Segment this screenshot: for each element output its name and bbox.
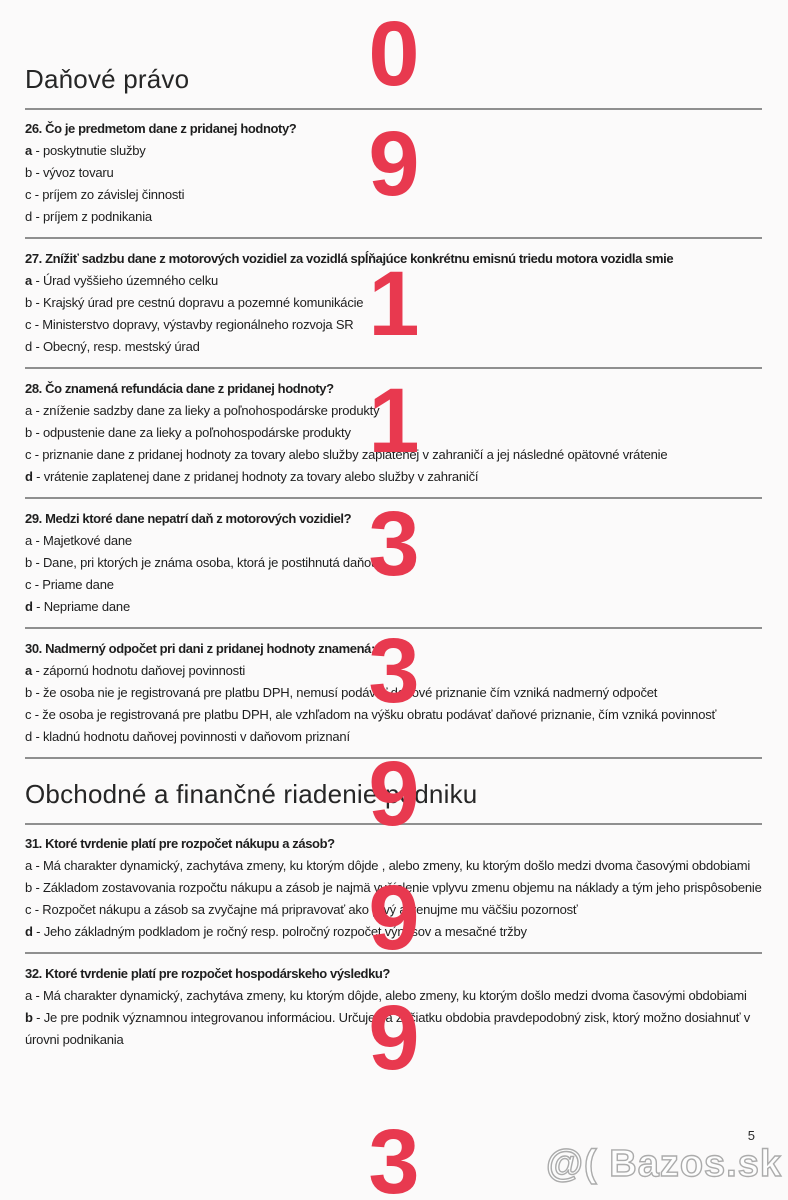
option-letter: d [25, 599, 33, 614]
option-letter: a [25, 273, 33, 288]
phone-digit-watermark: 1 [368, 253, 420, 355]
answer-option [25, 184, 762, 206]
option-text: - že osoba je registrovaná pre platbu DPH, ale vzhľadom na výšku obratu podávať daňové priznanie, čím vzniká povinnosť [31, 707, 717, 722]
answer-option [25, 921, 762, 943]
answer-option [25, 530, 762, 552]
option-text: - zápornú hodnotu daňovej povinnosti [32, 663, 246, 678]
option-letter: b [25, 1010, 33, 1025]
answer-option [25, 552, 762, 574]
option-text: - kladnú hodnotu daňovej povinnosti v daňovom priznaní [32, 729, 350, 744]
option-letter: c [25, 317, 32, 332]
option-text: - Má charakter dynamický, zachytáva zmeny, ku ktorým dôjde, alebo zmeny, ku ktorým došlo medzi dvoma časovými obdobiami [32, 988, 747, 1003]
option-text: - Má charakter dynamický, zachytáva zmeny, ku ktorým dôjde , alebo zmeny, ku ktorým došlo medzi dvoma časovými obdobiami [32, 858, 751, 873]
option-text: - príjem z podnikania [32, 209, 152, 224]
phone-digit-watermark: 9 [368, 987, 420, 1089]
divider [25, 952, 762, 954]
option-letter: a [25, 143, 33, 158]
answer-option [25, 422, 762, 444]
option-text: - Ministerstvo dopravy, výstavby regionálneho rozvoja SR [31, 317, 354, 332]
option-letter: c [25, 707, 32, 722]
option-text: - príjem zo závislej činnosti [31, 187, 185, 202]
answer-option [25, 877, 762, 899]
question-block [25, 833, 762, 943]
option-letter: b [25, 880, 33, 895]
divider [25, 367, 762, 369]
divider [25, 757, 762, 759]
bazos-watermark: @( Bazos.sk [545, 1143, 782, 1185]
answer-option [25, 270, 762, 292]
option-text: - odpustenie dane za lieky a poľnohospodárske produkty [32, 425, 351, 440]
option-letter: d [25, 924, 33, 939]
question-block [25, 248, 762, 358]
option-letter: d [25, 469, 33, 484]
divider [25, 627, 762, 629]
phone-digit-watermark: 1 [368, 370, 420, 472]
answer-option [25, 660, 762, 682]
option-letter: a [25, 533, 33, 548]
question-title: 26. Čo je predmetom dane z pridanej hodnoty? [25, 121, 297, 136]
answer-option [25, 855, 762, 877]
option-letter: a [25, 663, 33, 678]
option-letter: b [25, 555, 33, 570]
answer-option [25, 206, 762, 228]
option-letter: a [25, 988, 33, 1003]
option-letter: c [25, 902, 32, 917]
answer-option [25, 444, 762, 466]
option-letter: b [25, 295, 33, 310]
option-text: - Je pre podnik významnou integrovanou informáciou. Určuje na začiatku obdobia pravdepodobný zisk, ktorý možno dosiahnuť v úrovni podnikania [25, 1010, 751, 1047]
answer-option [25, 985, 762, 1007]
option-text: - Priame dane [31, 577, 114, 592]
answer-option [25, 726, 762, 748]
answer-option [25, 314, 762, 336]
option-text: - Dane, pri ktorých je známa osoba, ktorá je postihnutá daňou [32, 555, 379, 570]
option-text: - Základom zostavovania rozpočtu nákupu a zásob je najmä vyčíslenie vplyvu zmenu objemu na náklady a tým jeho prispôsobenie [32, 880, 762, 895]
divider [25, 237, 762, 239]
question-title: 30. Nadmerný odpočet pri dani z pridanej hodnoty znamená: [25, 641, 375, 656]
option-letter: b [25, 685, 33, 700]
question-block [25, 638, 762, 748]
question-block [25, 963, 762, 1051]
option-text: - Úrad vyššieho územného celku [32, 273, 219, 288]
option-letter: a [25, 858, 33, 873]
phone-digit-watermark: 3 [368, 620, 420, 722]
option-text: - vývoz tovaru [32, 165, 114, 180]
answer-option [25, 596, 762, 618]
option-text: - Majetkové dane [32, 533, 132, 548]
option-text: - Nepriame dane [32, 599, 130, 614]
option-letter: a [25, 403, 33, 418]
option-letter: c [25, 447, 32, 462]
option-text: - Obecný, resp. mestský úrad [32, 339, 200, 354]
section-title: Obchodné a finančné riadenie podniku [25, 779, 478, 809]
option-text: - Krajský úrad pre cestnú dopravu a pozemné komunikácie [32, 295, 364, 310]
answer-option [25, 140, 762, 162]
question-title: 28. Čo znamená refundácia dane z pridanej hodnoty? [25, 381, 334, 396]
question-title: 27. Znížiť sadzbu dane z motorových vozidiel za vozidlá spĺňajúce konkrétnu emisnú triedu motora vozidla smie [25, 251, 674, 266]
option-text: - Rozpočet nákupu a zásob sa zvyčajne má pripravovať ako prvý a venujme mu väčšiu pozornosť [31, 902, 578, 917]
question-title: 31. Ktoré tvrdenie platí pre rozpočet nákupu a zásob? [25, 836, 335, 851]
answer-option [25, 899, 762, 921]
question-block [25, 508, 762, 618]
phone-digit-watermark: 0 [368, 3, 420, 105]
option-text: - zníženie sadzby dane za lieky a poľnohospodárske produkty [32, 403, 380, 418]
page-number: 5 [747, 1128, 755, 1143]
option-letter: b [25, 165, 33, 180]
answer-option [25, 682, 762, 704]
option-letter: b [25, 425, 33, 440]
option-letter: d [25, 339, 33, 354]
answer-option [25, 466, 762, 488]
option-letter: d [25, 209, 33, 224]
answer-option [25, 292, 762, 314]
option-letter: c [25, 187, 32, 202]
option-text: - Jeho základným podkladom je ročný resp. polročný rozpočet výnosov a mesačné tržby [32, 924, 527, 939]
option-text: - poskytnutie služby [32, 143, 146, 158]
question-block [25, 378, 762, 488]
option-letter: c [25, 577, 32, 592]
option-letter: d [25, 729, 33, 744]
answer-option [25, 1007, 762, 1051]
phone-digit-watermark: 9 [368, 743, 420, 845]
divider [25, 497, 762, 499]
phone-digit-watermark: 9 [368, 113, 420, 215]
answer-option [25, 162, 762, 184]
answer-option [25, 704, 762, 726]
answer-option [25, 336, 762, 358]
option-text: - že osoba nie je registrovaná pre platbu DPH, nemusí podávať daňové priznanie čím vzniká nadmerný odpočet [32, 685, 658, 700]
phone-digit-watermark: 3 [368, 1111, 420, 1200]
phone-digit-watermark: 9 [368, 867, 420, 969]
phone-digit-watermark: 3 [368, 493, 420, 595]
divider [25, 823, 762, 825]
option-text: - vrátenie zaplatenej dane z pridanej hodnoty za tovary alebo služby v zahraničí [32, 469, 479, 484]
option-text: - priznanie dane z pridanej hodnoty za tovary alebo služby zaplatenej v zahraničí a jej následné opätovné vrátenie [31, 447, 668, 462]
divider [25, 108, 762, 110]
answer-option [25, 400, 762, 422]
question-block [25, 113, 762, 228]
section-title: Daňové právo [25, 64, 190, 94]
answer-option [25, 574, 762, 596]
question-title: 29. Medzi ktoré dane nepatrí daň z motorových vozidiel? [25, 511, 352, 526]
question-title: 32. Ktoré tvrdenie platí pre rozpočet hospodárskeho výsledku? [25, 966, 390, 981]
